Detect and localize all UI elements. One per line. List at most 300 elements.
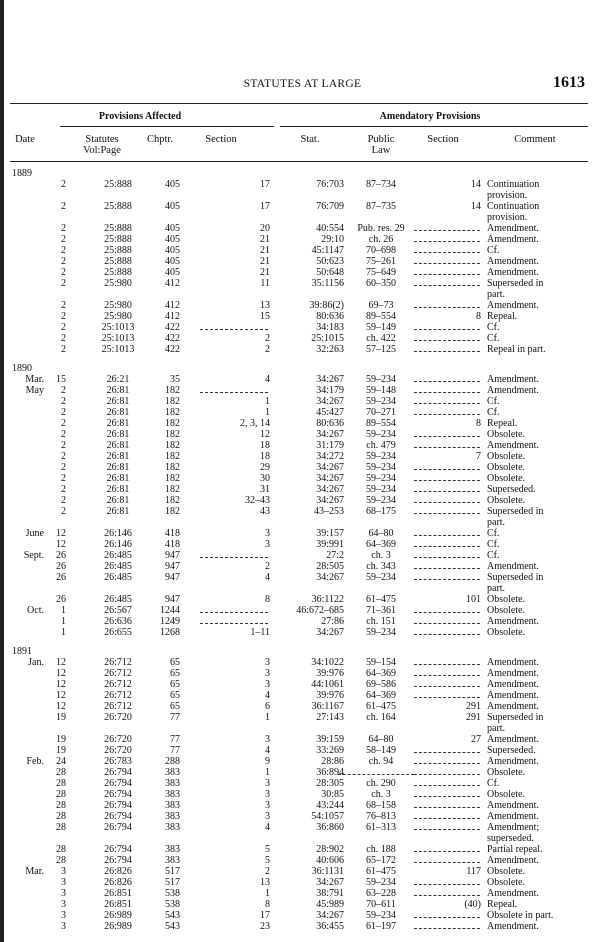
section-number: 2 (265, 561, 270, 572)
comment: Obsolete. (487, 767, 526, 778)
table-row (0, 179, 605, 190)
amend-stat: 31:179 (316, 440, 344, 451)
amend-stat: 34:267 (316, 484, 344, 495)
date-day: 2 (61, 245, 66, 256)
amend-stat: 28:86 (321, 756, 344, 767)
amend-section-leader (414, 396, 480, 404)
date-day: 2 (61, 278, 66, 289)
amend-section: 14 (471, 179, 481, 190)
section-number: 2 (265, 866, 270, 877)
comment: Obsolete. (487, 462, 526, 473)
table-row (0, 256, 605, 267)
statutes-vol-page: 26:81 (106, 451, 130, 462)
table-row-continuation (0, 517, 605, 528)
section-number: 4 (265, 745, 270, 756)
date-day: 2 (61, 484, 66, 495)
table-row (0, 844, 605, 855)
statutes-vol-page: 26:485 (104, 572, 132, 583)
amend-section-leader (414, 267, 480, 275)
chapter-number: 65 (170, 690, 180, 701)
section-number: 3 (265, 668, 270, 679)
year-label: 1891 (12, 646, 32, 657)
date-day: 12 (56, 657, 66, 668)
comment: Amendment. (487, 440, 539, 451)
public-law: 59–234 (366, 627, 396, 638)
amend-section: 291 (466, 701, 481, 712)
table-row (0, 506, 605, 517)
amend-stat: 29:10 (321, 234, 344, 245)
amend-stat: 36:1122 (311, 594, 344, 605)
table-row (0, 616, 605, 627)
amend-section-leader (414, 440, 480, 448)
chapter-number: 383 (165, 844, 180, 855)
statutes-vol-page: 25:980 (104, 278, 132, 289)
table-row (0, 245, 605, 256)
amend-stat: 76:703 (316, 179, 344, 190)
section-number: 9 (265, 756, 270, 767)
chapter-number: 182 (165, 495, 180, 506)
comment: Obsolete. (487, 429, 526, 440)
section-number: 20 (260, 223, 270, 234)
comment: Amendment. (487, 234, 539, 245)
amend-section-leader (414, 745, 480, 753)
col-header-chptr: Chptr. (147, 134, 173, 145)
table-row (0, 322, 605, 333)
section-number: 3 (265, 528, 270, 539)
date-day: 28 (56, 789, 66, 800)
date-day: 12 (56, 690, 66, 701)
amend-section-leader (414, 407, 480, 415)
public-law: 64–80 (368, 528, 394, 539)
section-number: 43 (260, 506, 270, 517)
amend-section-leader (414, 822, 480, 830)
chapter-number: 517 (165, 866, 180, 877)
chapter-number: 182 (165, 407, 180, 418)
section-leader (200, 605, 268, 613)
date-day: 2 (61, 267, 66, 278)
table-row (0, 767, 605, 778)
section-number: 1 (265, 407, 270, 418)
table-row-continuation (0, 583, 605, 594)
amend-stat: 34:267 (316, 396, 344, 407)
statutes-vol-page: 26:81 (106, 495, 130, 506)
section-number: 29 (260, 462, 270, 473)
section-number: 13 (260, 300, 270, 311)
section-number: 18 (260, 440, 270, 451)
date-day: 3 (61, 921, 66, 932)
comment: Amendment. (487, 855, 539, 866)
table-row (0, 495, 605, 506)
running-header-title: STATUTES AT LARGE (243, 78, 362, 90)
statutes-vol-page: 26:146 (104, 539, 132, 550)
public-law: 60–350 (366, 278, 396, 289)
statutes-vol-page: 26:81 (106, 385, 130, 396)
amend-section-leader (414, 561, 480, 569)
chapter-number: 418 (165, 539, 180, 550)
comment-continuation: part. (487, 517, 506, 528)
chapter-number: 947 (165, 561, 180, 572)
date-month: Feb. (26, 756, 44, 767)
amend-stat: 34:267 (316, 429, 344, 440)
public-law: 59–234 (366, 462, 396, 473)
statutes-vol-page: 26:712 (104, 657, 132, 668)
table-row (0, 418, 605, 429)
comment-continuation: part. (487, 723, 506, 734)
date-day: 12 (56, 679, 66, 690)
amend-stat: 34:183 (316, 322, 344, 333)
chapter-number: 35 (170, 374, 180, 385)
statutes-vol-page: 26:826 (104, 877, 132, 888)
amend-section-leader (414, 767, 480, 775)
amend-section-leader (414, 344, 480, 352)
date-day: 2 (61, 385, 66, 396)
date-month: Oct. (27, 605, 44, 616)
public-law: 64–369 (366, 539, 396, 550)
public-law: ch. 164 (366, 712, 396, 723)
statutes-vol-page: 26:851 (104, 899, 132, 910)
date-day: 2 (61, 495, 66, 506)
amend-stat: 39:159 (316, 734, 344, 745)
amend-stat: 32:263 (316, 344, 344, 355)
section-number: 1 (265, 767, 270, 778)
public-law: ch. 151 (366, 616, 396, 627)
statutes-vol-page: 26:851 (104, 888, 132, 899)
comment: Amendment. (487, 668, 539, 679)
table-row (0, 627, 605, 638)
public-law: 75–261 (366, 256, 396, 267)
statutes-vol-page: 26:485 (104, 561, 132, 572)
public-law: 59–234 (366, 572, 396, 583)
statutes-vol-page: 26:826 (104, 866, 132, 877)
amend-stat: 50:648 (316, 267, 344, 278)
table-row (0, 789, 605, 800)
chapter-number: 538 (165, 888, 180, 899)
statutes-vol-page: 25:888 (104, 201, 132, 212)
date-day: 2 (61, 333, 66, 344)
public-law: 61–313 (366, 822, 396, 833)
amend-stat: 25:1015 (311, 333, 344, 344)
comment: Superseded. (487, 745, 536, 756)
table-row (0, 756, 605, 767)
comment: Amendment. (487, 800, 539, 811)
amend-section-leader (414, 245, 480, 253)
date-day: 28 (56, 822, 66, 833)
date-day: 2 (61, 322, 66, 333)
chapter-number: 405 (165, 267, 180, 278)
section-number: 21 (260, 267, 270, 278)
date-day: 26 (56, 550, 66, 561)
table-row (0, 267, 605, 278)
date-day: 1 (61, 616, 66, 627)
section-number: 6 (265, 701, 270, 712)
section-number: 2 (265, 344, 270, 355)
amend-section-leader (414, 374, 480, 382)
chapter-number: 383 (165, 767, 180, 778)
table-row (0, 462, 605, 473)
table-row (0, 333, 605, 344)
comment: Amendment. (487, 679, 539, 690)
section-number: 3 (265, 778, 270, 789)
comment: Obsolete. (487, 451, 526, 462)
section-leader (200, 616, 268, 624)
amend-stat: 45:427 (316, 407, 344, 418)
date-day: 2 (61, 179, 66, 190)
statutes-vol-page: 26:794 (104, 789, 132, 800)
amend-stat: 80:636 (316, 311, 344, 322)
amend-stat: 28:902 (316, 844, 344, 855)
amend-section-leader (414, 506, 480, 514)
statute-table-body (0, 168, 605, 932)
public-law: ch. 422 (366, 333, 396, 344)
statutes-vol-page: 26:794 (104, 778, 132, 789)
amend-stat: 39:86(2) (309, 300, 344, 311)
statutes-vol-page: 26:655 (104, 627, 132, 638)
date-day: 12 (56, 668, 66, 679)
amend-stat: 80:636 (316, 418, 344, 429)
table-row (0, 605, 605, 616)
comment: Amendment. (487, 256, 539, 267)
statutes-vol-page: 25:1013 (101, 333, 135, 344)
amend-stat: 45:1147 (311, 245, 344, 256)
public-law: 89–554 (366, 418, 396, 429)
table-row (0, 778, 605, 789)
date-day: 12 (56, 539, 66, 550)
public-law: 61–197 (366, 921, 396, 932)
public-law: ch. 26 (368, 234, 394, 245)
date-day: 2 (61, 300, 66, 311)
amend-section-leader (414, 778, 480, 786)
chapter-number: 383 (165, 855, 180, 866)
statutes-vol-page: 26:81 (106, 396, 130, 407)
public-law: ch. 290 (366, 778, 396, 789)
statutes-vol-page: 26:720 (104, 745, 132, 756)
chapter-number: 288 (165, 756, 180, 767)
table-row (0, 385, 605, 396)
public-law-leader (338, 767, 414, 775)
amend-stat: 34:267 (316, 877, 344, 888)
amend-section: 291 (466, 712, 481, 723)
amend-stat: 36:1167 (311, 701, 344, 712)
amend-stat: 34:267 (316, 473, 344, 484)
public-law: ch. 3 (371, 550, 391, 561)
amend-section-leader (414, 789, 480, 797)
table-row (0, 921, 605, 932)
date-day: 2 (61, 429, 66, 440)
statutes-vol-page: 26:81 (106, 407, 130, 418)
public-law: 68–175 (366, 506, 396, 517)
col-header-stat: Stat. (300, 134, 320, 145)
comment: Superseded in (487, 572, 544, 583)
statutes-vol-page: 26:794 (104, 811, 132, 822)
table-row (0, 440, 605, 451)
comment: Amendment. (487, 223, 539, 234)
table-row (0, 745, 605, 756)
table-row (0, 701, 605, 712)
section-number: 3 (265, 811, 270, 822)
amend-stat: 34:272 (316, 451, 344, 462)
section-number: 23 (260, 921, 270, 932)
header-bottom-rule (10, 161, 588, 162)
year-label: 1890 (12, 363, 32, 374)
public-law: ch. 188 (366, 844, 396, 855)
comment: Amendment. (487, 657, 539, 668)
section-number: 30 (260, 473, 270, 484)
chapter-number: 422 (165, 333, 180, 344)
date-month: Sept. (23, 550, 44, 561)
public-law: 87–735 (366, 201, 396, 212)
amend-section-leader (414, 462, 480, 470)
date-month: Mar. (25, 374, 44, 385)
comment: Obsolete. (487, 866, 526, 877)
section-number: 31 (260, 484, 270, 495)
public-law: 59–148 (366, 385, 396, 396)
amend-section-leader (414, 256, 480, 264)
section-number: 8 (265, 594, 270, 605)
public-law: 70–611 (366, 899, 396, 910)
date-day: 26 (56, 561, 66, 572)
table-row (0, 374, 605, 385)
section-number: 4 (265, 374, 270, 385)
table-row-continuation (0, 833, 605, 844)
chapter-number: 383 (165, 778, 180, 789)
amend-section-leader (414, 528, 480, 536)
section-number: 12 (260, 429, 270, 440)
statutes-vol-page: 25:888 (104, 179, 132, 190)
public-law: 61–475 (366, 594, 396, 605)
table-row (0, 712, 605, 723)
table-row (0, 344, 605, 355)
amend-stat: 76:709 (316, 201, 344, 212)
comment: Amendment. (487, 756, 539, 767)
amend-section: 14 (471, 201, 481, 212)
chapter-number: 947 (165, 572, 180, 583)
chapter-number: 422 (165, 344, 180, 355)
public-law: 64–369 (366, 690, 396, 701)
col-header-public-law: Public Law (367, 134, 395, 156)
statutes-vol-page: 26:81 (106, 462, 130, 473)
statutes-vol-page: 26:81 (106, 440, 130, 451)
statutes-vol-page: 26:636 (104, 616, 132, 627)
col-header-statutes: Statutes Vol:Page (83, 134, 121, 156)
comment: Superseded in (487, 278, 544, 289)
comment: Repeal. (487, 418, 518, 429)
amend-stat: 34:267 (316, 374, 344, 385)
statutes-vol-page: 26:21 (106, 374, 130, 385)
chapter-number: 412 (165, 311, 180, 322)
statutes-vol-page: 25:888 (104, 234, 132, 245)
amend-section-leader (414, 234, 480, 242)
public-law: 59–154 (366, 657, 396, 668)
chapter-number: 383 (165, 800, 180, 811)
chapter-number: 182 (165, 440, 180, 451)
amend-stat: 36:455 (316, 921, 344, 932)
date-day: 3 (61, 877, 66, 888)
chapter-number: 517 (165, 877, 180, 888)
rule-amendatory-underline (280, 126, 588, 127)
public-law: 63–228 (366, 888, 396, 899)
date-day: 28 (56, 844, 66, 855)
chapter-number: 65 (170, 701, 180, 712)
amend-stat: 33:269 (316, 745, 344, 756)
date-day: 2 (61, 396, 66, 407)
date-day: 2 (61, 462, 66, 473)
amend-stat: 34:1022 (311, 657, 344, 668)
public-law: ch. 343 (366, 561, 396, 572)
col-header-amend-section: Section (427, 134, 459, 145)
section-number: 1 (265, 888, 270, 899)
amend-stat: 40:606 (316, 855, 344, 866)
chapter-number: 383 (165, 789, 180, 800)
table-row (0, 800, 605, 811)
top-rule (10, 103, 588, 104)
chapter-number: 405 (165, 256, 180, 267)
comment: Cf. (487, 528, 500, 539)
chapter-number: 65 (170, 668, 180, 679)
amend-section-leader (414, 657, 480, 665)
year-heading (0, 363, 605, 374)
table-row (0, 539, 605, 550)
comment: Superseded. (487, 484, 536, 495)
public-law: 59–234 (366, 451, 396, 462)
date-day: 28 (56, 811, 66, 822)
date-day: 28 (56, 778, 66, 789)
year-heading (0, 646, 605, 657)
public-law: ch. 3 (371, 789, 391, 800)
public-law: 57–125 (366, 344, 396, 355)
date-month: June (25, 528, 44, 539)
statutes-vol-page: 26:794 (104, 844, 132, 855)
comment-continuation: part. (487, 583, 506, 594)
table-row (0, 866, 605, 877)
date-day: 28 (56, 855, 66, 866)
chapter-number: 77 (170, 745, 180, 756)
amend-section: 7 (476, 451, 481, 462)
amend-stat: 39:157 (316, 528, 344, 539)
statutes-vol-page: 26:567 (104, 605, 132, 616)
comment: Obsolete. (487, 495, 526, 506)
amend-section-leader (414, 300, 480, 308)
table-row (0, 407, 605, 418)
comment-continuation: part. (487, 289, 506, 300)
comment: Cf. (487, 245, 500, 256)
chapter-number: 418 (165, 528, 180, 539)
section-number: 3 (265, 679, 270, 690)
amend-stat: 35:1156 (311, 278, 344, 289)
section-number: 4 (265, 572, 270, 583)
section-number: 21 (260, 256, 270, 267)
table-row (0, 822, 605, 833)
amend-stat: 50:623 (316, 256, 344, 267)
amend-stat: 54:1057 (311, 811, 344, 822)
comment: Amendment. (487, 921, 539, 932)
statutes-vol-page: 25:980 (104, 311, 132, 322)
date-day: 3 (61, 888, 66, 899)
date-month: Jan. (28, 657, 44, 668)
amend-section-leader (414, 811, 480, 819)
statutes-vol-page: 26:712 (104, 668, 132, 679)
statutes-vol-page: 26:989 (104, 921, 132, 932)
statutes-vol-page: 26:81 (106, 484, 130, 495)
public-law: 68–158 (366, 800, 396, 811)
statutes-vol-page: 25:888 (104, 223, 132, 234)
table-row (0, 657, 605, 668)
section-number: 1 (265, 396, 270, 407)
amend-section-leader (414, 616, 480, 624)
chapter-number: 65 (170, 679, 180, 690)
table-row (0, 473, 605, 484)
table-row (0, 278, 605, 289)
statutes-vol-page: 25:888 (104, 245, 132, 256)
